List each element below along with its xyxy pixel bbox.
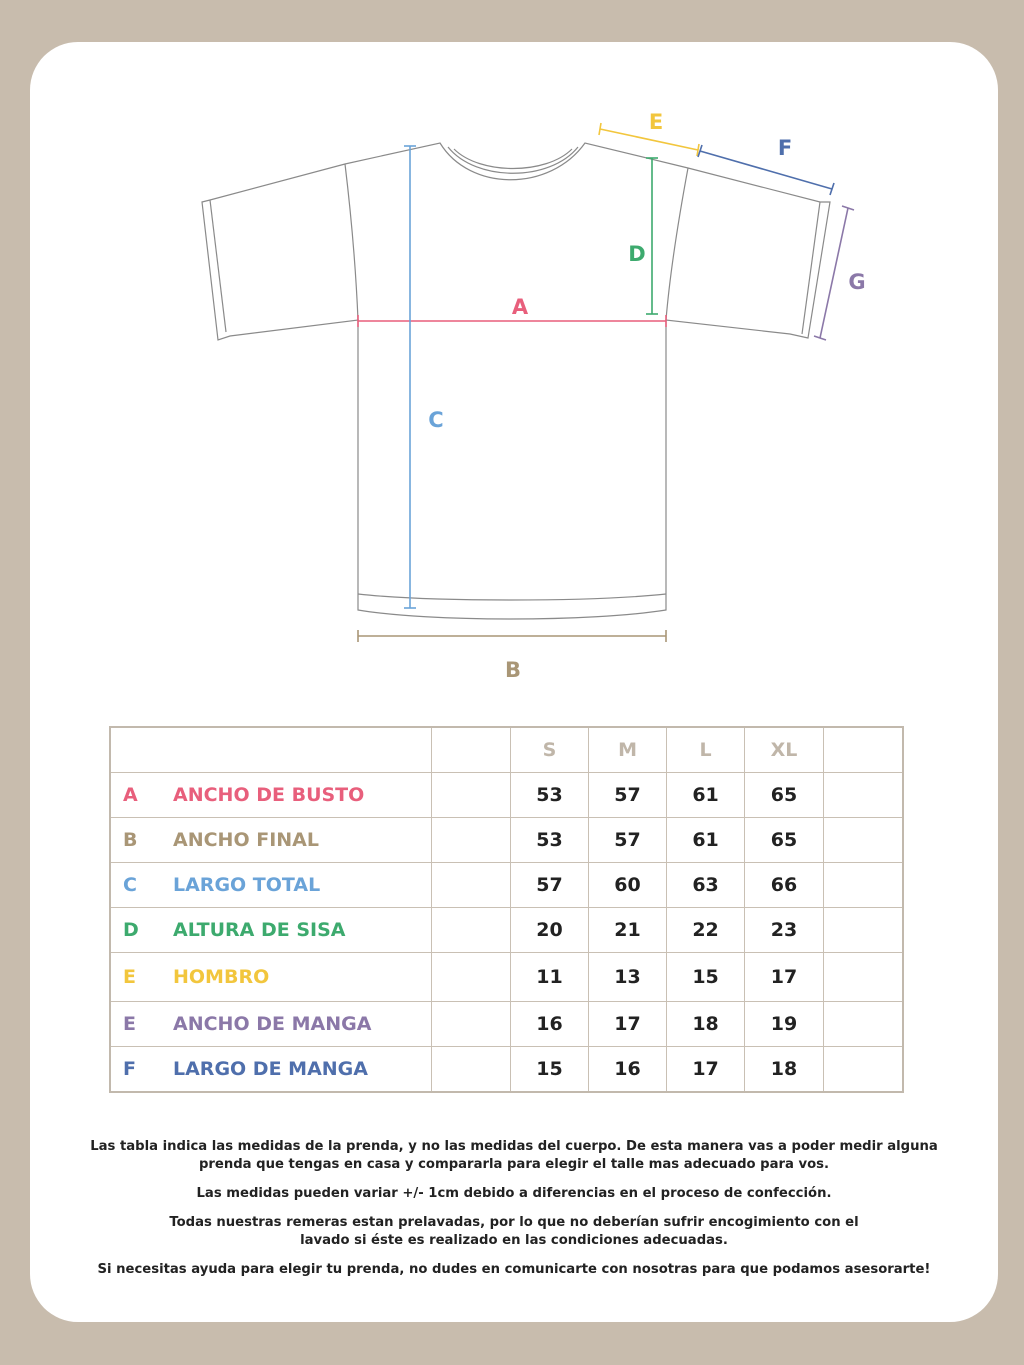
size-guide-card [30, 42, 998, 1322]
dimension-d-label: D [628, 242, 646, 266]
left-armhole [345, 164, 358, 320]
row-measure-name: ANCHO FINAL [173, 818, 432, 863]
note-3: Todas nuestras remeras estan prelavadas, por lo que no deberían sufrir encogimiento con el lavado si éste es realizado en las condiciones adecuadas. [169, 1215, 859, 1248]
note-2: Las medidas pueden variar +/- 1cm debido a diferencias en el proceso de confección. [196, 1186, 832, 1201]
size-table-header [110, 727, 903, 773]
row-value: 57 [511, 863, 589, 908]
row-value: 23 [745, 908, 824, 953]
row-measure-name: LARGO DE MANGA [173, 1047, 432, 1093]
dimension-c-line [404, 146, 416, 608]
row-value: 20 [511, 908, 589, 953]
table-row [110, 1047, 903, 1093]
row-letter: C [110, 863, 173, 908]
row-blank [432, 818, 511, 863]
row-blank [432, 1002, 511, 1047]
row-value: 61 [667, 818, 745, 863]
header-blank-3 [824, 727, 904, 773]
dimension-a-label: A [511, 295, 529, 319]
row-letter: E [110, 1002, 173, 1047]
header-blank-2 [432, 727, 511, 773]
row-value: 53 [511, 818, 589, 863]
row-blank-end [824, 953, 904, 1002]
row-value: 18 [745, 1047, 824, 1093]
note-4: Si necesitas ayuda para elegir tu prenda, no dudes en comunicarte con nosotras para que podamos asesorarte! [97, 1262, 931, 1277]
row-measure-name: HOMBRO [173, 953, 432, 1002]
row-value: 18 [667, 1002, 745, 1047]
header-blank [110, 727, 432, 773]
dimension-e-label: E [648, 110, 664, 134]
row-value: 65 [745, 818, 824, 863]
row-value: 63 [667, 863, 745, 908]
row-value: 11 [511, 953, 589, 1002]
row-letter: A [110, 773, 173, 818]
dimension-g-label: G [848, 270, 866, 294]
note-1: Las tabla indica las medidas de la prenda, y no las medidas del cuerpo. De esta manera vas a poder medir alguna prenda que tengas en casa y compararla para elegir el talle mas adecuado para vos. [90, 1139, 938, 1172]
row-value: 16 [589, 1047, 667, 1093]
row-letter: B [110, 818, 173, 863]
row-blank-end [824, 1047, 904, 1093]
table-row [110, 773, 903, 818]
row-value: 16 [511, 1002, 589, 1047]
hem [358, 594, 666, 600]
row-value: 21 [589, 908, 667, 953]
row-measure-name: ANCHO DE MANGA [173, 1002, 432, 1047]
row-measure-name: LARGO TOTAL [173, 863, 432, 908]
table-row [110, 863, 903, 908]
dimension-f-label: F [777, 136, 793, 160]
row-measure-name: ALTURA DE SISA [173, 908, 432, 953]
table-row [110, 953, 903, 1002]
row-blank-end [824, 863, 904, 908]
row-value: 17 [745, 953, 824, 1002]
row-value: 61 [667, 773, 745, 818]
row-measure-name: ANCHO DE BUSTO [173, 773, 432, 818]
row-blank-end [824, 908, 904, 953]
notes [50, 1138, 978, 1290]
row-value: 15 [511, 1047, 589, 1093]
size-table [109, 726, 904, 1093]
row-letter: F [110, 1047, 173, 1093]
tshirt-outline [202, 143, 830, 619]
header-size-s: S [511, 727, 589, 773]
row-value: 53 [511, 773, 589, 818]
row-value: 17 [667, 1047, 745, 1093]
row-value: 17 [589, 1002, 667, 1047]
row-letter: E [110, 953, 173, 1002]
row-value: 22 [667, 908, 745, 953]
row-blank [432, 1047, 511, 1093]
dimension-c-label: C [428, 408, 444, 432]
row-blank [432, 953, 511, 1002]
row-value: 57 [589, 818, 667, 863]
row-blank [432, 773, 511, 818]
right-armhole [666, 168, 688, 320]
row-value: 13 [589, 953, 667, 1002]
table-row [110, 818, 903, 863]
row-value: 66 [745, 863, 824, 908]
dimension-d-line [646, 158, 658, 314]
row-blank-end [824, 1002, 904, 1047]
dimension-b-line [358, 630, 666, 642]
row-blank [432, 863, 511, 908]
dimension-b-label: B [504, 658, 521, 682]
row-value: 65 [745, 773, 824, 818]
row-value: 60 [589, 863, 667, 908]
row-blank [432, 908, 511, 953]
header-size-m: M [589, 727, 667, 773]
header-size-xl: XL [745, 727, 824, 773]
row-value: 19 [745, 1002, 824, 1047]
row-value: 15 [667, 953, 745, 1002]
row-value: 57 [589, 773, 667, 818]
tshirt-diagram [30, 42, 998, 722]
table-row [110, 908, 903, 953]
row-letter: D [110, 908, 173, 953]
row-blank-end [824, 818, 904, 863]
header-size-l: L [667, 727, 745, 773]
row-blank-end [824, 773, 904, 818]
table-row [110, 1002, 903, 1047]
